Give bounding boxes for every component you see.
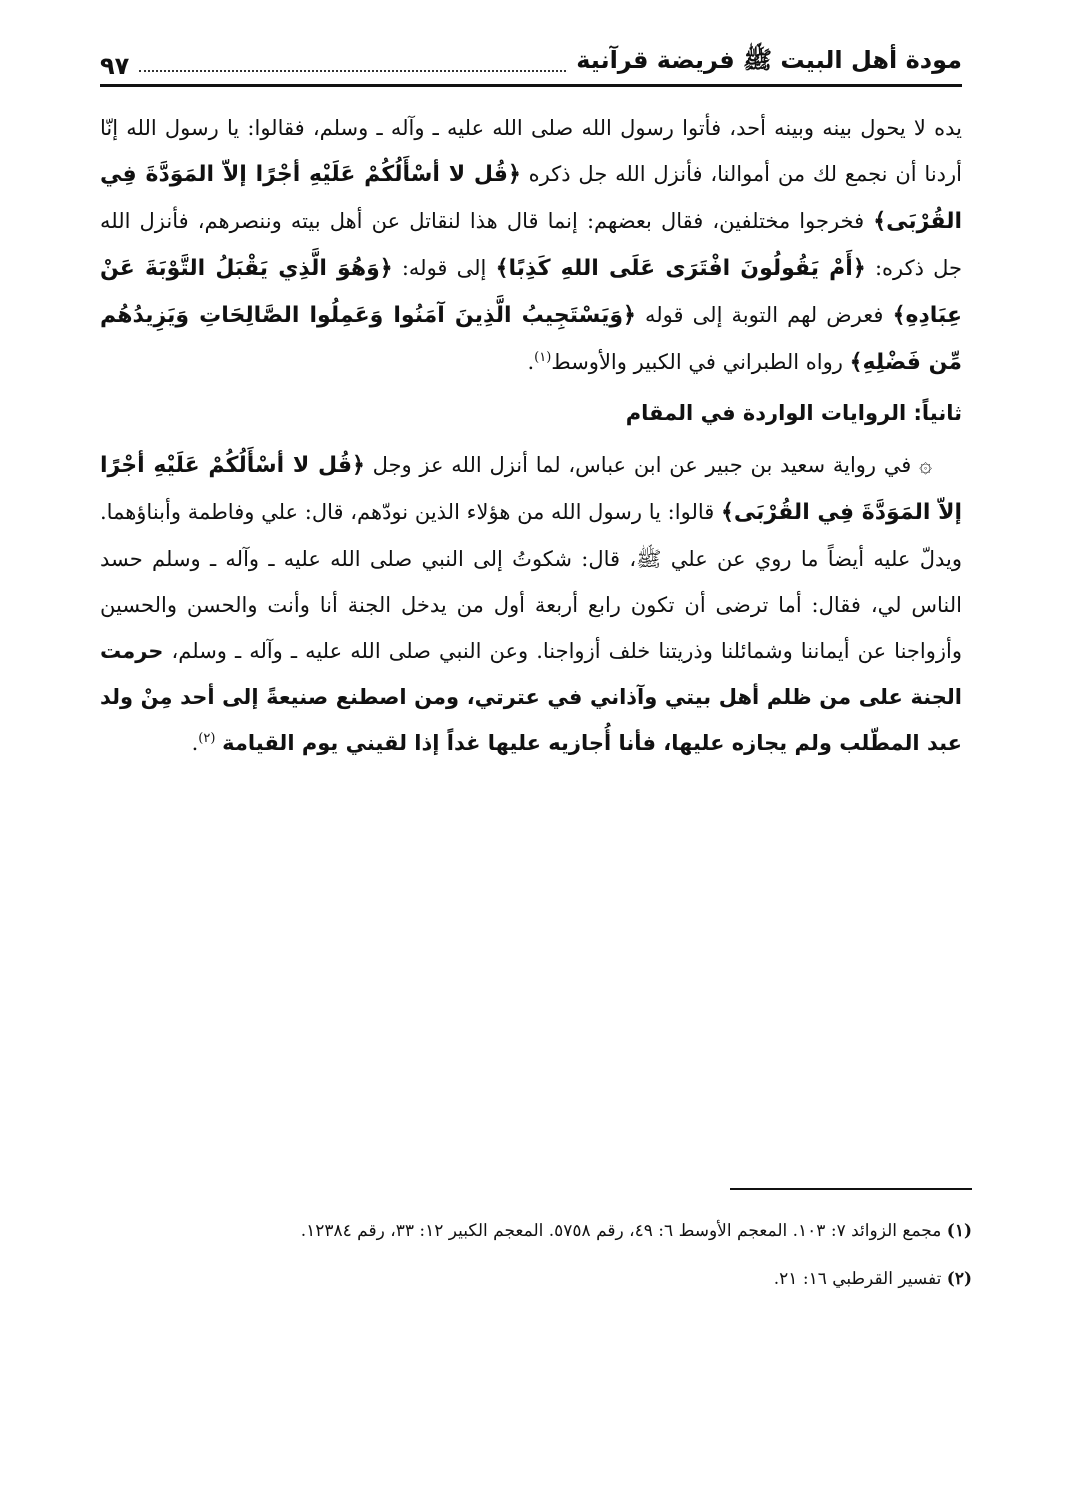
text-run: فخرجوا مختلفين، فقال بعضهم: إنما قال هذا لنقاتل عن أهل بيته وننصرهم، فأنزل الله جل ذكره: [100,209,963,280]
book-page [100,40,962,766]
footnotes [100,1214,972,1310]
text-run: رواه الطبراني في الكبير والأوسط [551,350,843,374]
footnote-ref-2[interactable]: (٢) [198,731,216,746]
text-run: قالوا: يا رسول الله من هؤلاء الذين نودّهم، قال: علي وفاطمة وأبناؤهما. ويدلّ عليه أيضاً ما روي عن علي ﷺ، قال: شكوتُ إلى النبي صلى الله عليه ـ وآله ـ وسلم حسد الناس لي، فقال: أما ترضى أن تكون رابع أربعة أول من يدخل الجنة أنا وأنت والحسن والحسين وأزواجنا عن أيماننا وشمائلنا وذريتنا خلف أزواجنا. وعن النبي صلى الله عليه ـ وآله ـ وسلم، [100,500,962,663]
paragraph-1 [100,105,962,386]
footnote-1 [100,1214,972,1248]
running-header [100,40,962,87]
footnote-text: مجمع الزوائد ٧: ١٠٣. المعجم الأوسط ٦: ٤٩، رقم ٥٧٥٨. المعجم الكبير ١٢: ٣٣، رقم ١٢٣٨٤. [300,1221,942,1241]
quran-verse: ﴿أَمْ يَقُولُونَ افْتَرَى عَلَى اللهِ كَذِبًا﴾ [495,256,866,281]
quran-verse: ﴿وَيَسْتَجِيبُ الَّذِينَ آمَنُوا وَعَمِلُوا الصَّالِحَاتِ وَيَزِيدُهُم مِّن فَضْلِهِ﴾ [100,303,962,375]
section-heading: ثانياً: الروايات الواردة في المقام [625,401,962,425]
text-run: في رواية سعيد بن جبير عن ابن عباس، لما أنزل الله عز وجل [372,453,912,477]
page-number: ٩٧ [100,52,130,80]
running-title: مودة أهل البيت ﷺ فريضة قرآنية [576,46,962,74]
ornament-icon: ۞ [919,453,932,478]
footnote-2 [100,1262,972,1296]
footnote-ref-1[interactable]: (١) [534,350,552,365]
text-run: يده لا يحول بينه وبينه أحد، فأتوا رسول الله صلى الله عليه ـ وآله ـ وسلم، فقالوا: يا رسول الله إنّا أردنا أن نجمع لك من أموالنا، فأنزل الله جل ذكره [100,116,962,186]
text-run: . [527,350,535,374]
text-run: إلى قوله: [401,256,487,280]
quran-verse: ﴿قُل لا أسْأَلُكُمْ عَلَيْهِ أجْرًا إلاّ المَوَدَّةَ فِي القُرْبَى﴾ [100,162,962,234]
footnote-number: (١) [946,1221,972,1241]
bold-hadith: حرمت الجنة على من ظلم أهل بيتي وآذاني في عترتي، ومن اصطنع صنيعةً إلى أحد مِنْ ولد عبد المطّلب ولم يجازه عليها، فأنا أُجازيه عليها غداً إذا لقيني يوم القيامة [100,639,962,755]
main-text [100,105,962,766]
footnote-separator [730,1188,972,1190]
quran-verse: ﴿قُل لا أسْأَلُكُمْ عَلَيْهِ أجْرًا إلاّ المَوَدَّةَ فِي القُرْبَى﴾ [100,453,963,525]
footnote-text: تفسير القرطبي ١٦: ٢١. [773,1269,942,1289]
footnote-number: (٢) [946,1269,972,1289]
quran-verse: ﴿وَهُوَ الَّذِي يَقْبَلُ التَّوْبَةَ عَنْ عِبَادِهِ﴾ [100,256,962,328]
text-run: . [191,731,199,755]
header-dot-leader [139,70,566,72]
paragraph-2 [100,442,962,766]
text-run: فعرض لهم التوبة إلى قوله [645,303,884,327]
